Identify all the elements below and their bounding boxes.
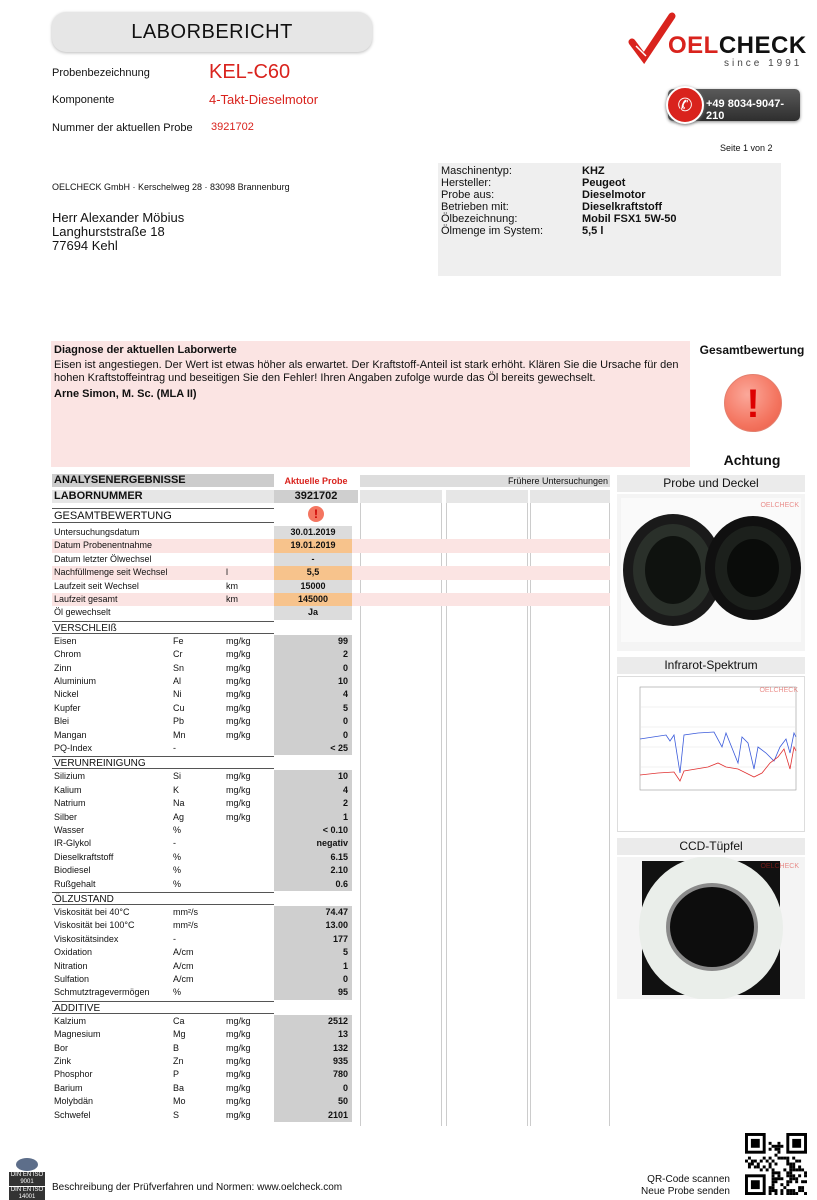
nummer-label: Nummer der aktuellen Probe — [52, 122, 193, 134]
recipient-address: Herr Alexander Möbius Langhurststraße 18 77694 Kehl — [52, 210, 185, 253]
oelcheck-logo — [628, 12, 808, 67]
table-row: Bor B mg/kg 132 — [52, 1042, 610, 1055]
table-row: Barium Ba mg/kg 0 — [52, 1082, 610, 1095]
table-row: Sulfation A/cm 0 — [52, 973, 610, 986]
section-header: ADDITIVE — [52, 1001, 274, 1014]
logo-text-check: CHECK — [718, 32, 807, 59]
gesamt-row-label: GESAMTBEWERTUNG — [52, 508, 274, 523]
table-row: Mangan Mn mg/kg 0 — [52, 729, 610, 742]
table-row: Silber Ag mg/kg 1 — [52, 811, 610, 824]
current-value: 2 — [274, 648, 352, 661]
machine-info: Maschinentyp: KHZ Hersteller: Peugeot Probe aus: Dieselmotor Betrieben mit: Dieselkraftstoff Ölbezeichnung: Mobil FSX1 5W-50 Ölmenge im System: 5,5 l — [438, 163, 781, 276]
current-value: 13.00 — [274, 919, 352, 932]
table-row: Untersuchungsdatum 30.01.2019 — [52, 526, 610, 539]
komponente-label: Komponente — [52, 94, 115, 106]
table-row: Datum Probenentnahme 19.01.2019 — [52, 539, 610, 552]
ccd-spot-plot — [617, 857, 805, 999]
current-value: 30.01.2019 — [274, 526, 352, 539]
current-value: 50 — [274, 1095, 352, 1108]
current-value: 0 — [274, 662, 352, 675]
section-header: VERUNREINIGUNG — [52, 756, 274, 769]
table-row: Aluminium Al mg/kg 10 — [52, 675, 610, 688]
analysis-header: ANALYSENERGEBNISSE — [52, 474, 274, 487]
phone-box[interactable] — [668, 89, 800, 121]
previous-labnum-cell — [360, 490, 442, 503]
iso-certificate: DIN EN ISO 9001 DIN EN ISO 14001 — [9, 1158, 45, 1196]
table-row: Kalium K mg/kg 4 — [52, 784, 610, 797]
table-row: Dieselkraftstoff % 6.15 — [52, 851, 610, 864]
current-value: 10 — [274, 770, 352, 783]
nummer-value: 3921702 — [211, 121, 254, 133]
watermark: OELCHECK — [760, 502, 799, 509]
table-row: Kupfer Cu mg/kg 5 — [52, 702, 610, 715]
current-value: 2.10 — [274, 864, 352, 877]
current-value: 4 — [274, 784, 352, 797]
certificate-seal-icon — [16, 1158, 38, 1171]
table-row: Nachfüllmenge seit Wechsel l 5,5 — [52, 566, 610, 579]
current-value: 0.6 — [274, 878, 352, 891]
current-value: 13 — [274, 1028, 352, 1041]
ir-panel-title: Infrarot-Spektrum — [617, 657, 805, 674]
diagnosis-box — [51, 341, 690, 467]
probe-label: Probenbezeichnung — [52, 67, 150, 79]
current-value: 5 — [274, 702, 352, 715]
probe-value: KEL-C60 — [209, 61, 291, 83]
section-header: VERSCHLEIß — [52, 621, 274, 634]
table-row: Blei Pb mg/kg 0 — [52, 715, 610, 728]
table-row: Viskosität bei 100°C mm²/s 13.00 — [52, 919, 610, 932]
table-row: Viskosität bei 40°C mm²/s 74.47 — [52, 906, 610, 919]
labnum-label: LABORNUMMER — [52, 490, 274, 503]
table-row: Nickel Ni mg/kg 4 — [52, 688, 610, 701]
current-value: 2101 — [274, 1109, 352, 1122]
table-row: Biodiesel % 2.10 — [52, 864, 610, 877]
report-title: LABORBERICHT — [52, 12, 372, 52]
table-row: Silizium Si mg/kg 10 — [52, 770, 610, 783]
phone-number: +49 8034-9047-210 — [706, 98, 784, 122]
ir-spectrum-chart: OELCHECK — [617, 676, 805, 832]
current-value: 0 — [274, 973, 352, 986]
table-row: Schmutztragevermögen % 95 — [52, 986, 610, 999]
komponente-value: 4-Takt-Dieselmotor — [209, 92, 319, 107]
table-row: Rußgehalt % 0.6 — [52, 878, 610, 891]
qr-code-icon — [745, 1133, 807, 1195]
qr-caption: QR-Code scannen Neue Probe senden — [641, 1174, 730, 1197]
labnum-value: 3921702 — [274, 490, 358, 503]
current-value: 1 — [274, 811, 352, 824]
current-value: 2 — [274, 797, 352, 810]
table-row: Nitration A/cm 1 — [52, 960, 610, 973]
table-row: Phosphor P mg/kg 780 — [52, 1068, 610, 1081]
alert-icon: ! — [724, 374, 782, 432]
table-row: Laufzeit gesamt km 145000 — [52, 593, 610, 606]
current-value: < 25 — [274, 742, 352, 755]
table-row: Zink Zn mg/kg 935 — [52, 1055, 610, 1068]
footer-text: Beschreibung der Prüfverfahren und Normen: www.oelcheck.com — [52, 1182, 343, 1193]
table-row: Datum letzter Ölwechsel - — [52, 553, 610, 566]
table-row: Molybdän Mo mg/kg 50 — [52, 1095, 610, 1108]
current-value: 145000 — [274, 593, 352, 606]
current-value: 74.47 — [274, 906, 352, 919]
current-value: 19.01.2019 — [274, 539, 352, 552]
sender-line: OELCHECK GmbH · Kerschelweg 28 · 83098 Brannenburg — [52, 182, 290, 192]
table-row: Öl gewechselt Ja — [52, 606, 610, 619]
table-row: Magnesium Mg mg/kg 13 — [52, 1028, 610, 1041]
current-value: 2512 — [274, 1015, 352, 1028]
current-value: 780 — [274, 1068, 352, 1081]
current-value: < 0.10 — [274, 824, 352, 837]
table-row: Kalzium Ca mg/kg 2512 — [52, 1015, 610, 1028]
ccd-spot-image: OELCHECK — [617, 857, 805, 999]
table-row: Oxidation A/cm 5 — [52, 946, 610, 959]
current-value: 935 — [274, 1055, 352, 1068]
table-row: IR-Glykol - negativ — [52, 837, 610, 850]
table-row: Eisen Fe mg/kg 99 — [52, 635, 610, 648]
previous-labnum-cell — [446, 490, 528, 503]
sample-bottle-image — [617, 496, 805, 646]
logo-since: since 1991 — [724, 58, 803, 69]
gesamt-alert-icon: ! — [308, 506, 324, 522]
table-row: Natrium Na mg/kg 2 — [52, 797, 610, 810]
current-value: 132 — [274, 1042, 352, 1055]
current-value: 0 — [274, 729, 352, 742]
diagnosis-text: Eisen ist angestiegen. Der Wert ist etwas höher als erwartet. Der Kraftstoff-Anteil ist stark erhöht. Klären Sie die Ursache für den hohen Kraftstoffeintrag und beseitigen Sie den Fehler! Ihren Angaben zufolge wurde das Öl bereits gewechselt. — [54, 359, 679, 384]
section-header: ÖLZUSTAND — [52, 892, 274, 905]
table-row: Wasser % < 0.10 — [52, 824, 610, 837]
rating-heading: Gesamtbewertung — [699, 343, 805, 357]
current-value: 5 — [274, 946, 352, 959]
previous-labnum-cell — [530, 490, 610, 503]
current-value: 95 — [274, 986, 352, 999]
diagnosis-author: Arne Simon, M. Sc. (MLA II) — [54, 388, 197, 400]
table-row: Chrom Cr mg/kg 2 — [52, 648, 610, 661]
table-row: PQ-Index - < 25 — [52, 742, 610, 755]
diagnosis-heading: Diagnose der aktuellen Laborwerte — [54, 344, 237, 356]
rating-label: Achtung — [723, 452, 781, 468]
previous-header: Frühere Untersuchungen — [360, 475, 610, 487]
current-value: 99 — [274, 635, 352, 648]
table-row: Viskositätsindex - 177 — [52, 933, 610, 946]
ccd-panel-title: CCD-Tüpfel — [617, 838, 805, 855]
current-value: 15000 — [274, 580, 352, 593]
table-row: Schwefel S mg/kg 2101 — [52, 1109, 610, 1122]
current-sample-header: Aktuelle Probe — [284, 476, 348, 486]
ir-spectrum-plot — [618, 677, 804, 827]
current-value: 0 — [274, 1082, 352, 1095]
current-value: 0 — [274, 715, 352, 728]
current-value: 5,5 — [274, 566, 352, 579]
current-value: 4 — [274, 688, 352, 701]
page-number: Seite 1 von 2 — [720, 143, 773, 153]
logo-text-oel: OEL — [668, 32, 719, 59]
table-row: Laufzeit seit Wechsel km 15000 — [52, 580, 610, 593]
current-value: 177 — [274, 933, 352, 946]
current-value: Ja — [274, 606, 352, 619]
probe-panel-title: Probe und Deckel — [617, 475, 805, 492]
table-row: Zinn Sn mg/kg 0 — [52, 662, 610, 675]
qr-code[interactable] — [745, 1133, 807, 1200]
phone-icon: ✆ — [666, 86, 704, 124]
current-value: 6.15 — [274, 851, 352, 864]
current-value: 10 — [274, 675, 352, 688]
current-value: - — [274, 553, 352, 566]
current-value: 1 — [274, 960, 352, 973]
probe-photo — [617, 494, 805, 651]
current-value: negativ — [274, 837, 352, 850]
